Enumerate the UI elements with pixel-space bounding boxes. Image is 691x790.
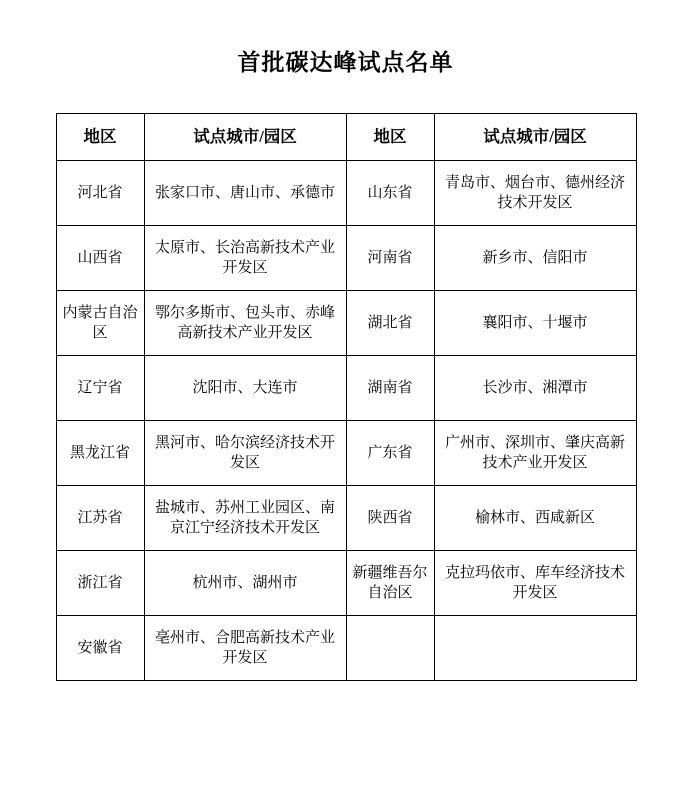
cell-cities: 沈阳市、大连市 <box>144 356 346 421</box>
table-row <box>56 226 636 291</box>
cell-cities: 杭州市、湖州市 <box>144 551 346 616</box>
cell-cities-empty <box>434 616 636 681</box>
table-row <box>56 486 636 551</box>
table-row <box>56 421 636 486</box>
table-row <box>56 291 636 356</box>
table-row <box>56 616 636 681</box>
cell-region: 内蒙古自治区 <box>56 291 144 356</box>
column-header-cities-right: 试点城市/园区 <box>434 114 636 161</box>
cell-region-empty <box>346 616 434 681</box>
cell-cities: 克拉玛依市、库车经济技术开发区 <box>434 551 636 616</box>
page-title: 首批碳达峰试点名单 <box>237 50 454 75</box>
column-header-region-left: 地区 <box>56 114 144 161</box>
column-header-cities-left: 试点城市/园区 <box>144 114 346 161</box>
cell-cities: 盐城市、苏州工业园区、南京江宁经济技术开发区 <box>144 486 346 551</box>
cell-cities: 张家口市、唐山市、承德市 <box>144 161 346 226</box>
cell-cities: 广州市、深圳市、肇庆高新技术产业开发区 <box>434 421 636 486</box>
cell-cities: 太原市、长治高新技术产业开发区 <box>144 226 346 291</box>
cell-region: 陕西省 <box>346 486 434 551</box>
table-body <box>56 161 636 681</box>
table-header <box>56 114 636 161</box>
cell-region: 湖南省 <box>346 356 434 421</box>
cell-cities: 长沙市、湘潭市 <box>434 356 636 421</box>
cell-region: 河北省 <box>56 161 144 226</box>
cell-cities: 鄂尔多斯市、包头市、赤峰高新技术产业开发区 <box>144 291 346 356</box>
table-container <box>56 113 636 681</box>
column-header-region-right: 地区 <box>346 114 434 161</box>
cell-region: 浙江省 <box>56 551 144 616</box>
cell-region: 黑龙江省 <box>56 421 144 486</box>
cell-region: 新疆维吾尔自治区 <box>346 551 434 616</box>
cell-cities: 黑河市、哈尔滨经济技术开发区 <box>144 421 346 486</box>
cell-region: 安徽省 <box>56 616 144 681</box>
cell-region: 辽宁省 <box>56 356 144 421</box>
cell-region: 广东省 <box>346 421 434 486</box>
cell-cities: 新乡市、信阳市 <box>434 226 636 291</box>
cell-cities: 青岛市、烟台市、德州经济技术开发区 <box>434 161 636 226</box>
table-row <box>56 161 636 226</box>
cell-cities: 亳州市、合肥高新技术产业开发区 <box>144 616 346 681</box>
table-row <box>56 356 636 421</box>
cell-cities: 榆林市、西咸新区 <box>434 486 636 551</box>
pilot-list-table <box>56 113 637 681</box>
cell-region: 山东省 <box>346 161 434 226</box>
table-row <box>56 551 636 616</box>
cell-region: 山西省 <box>56 226 144 291</box>
cell-region: 江苏省 <box>56 486 144 551</box>
cell-region: 湖北省 <box>346 291 434 356</box>
cell-cities: 襄阳市、十堰市 <box>434 291 636 356</box>
table-header-row <box>56 114 636 161</box>
cell-region: 河南省 <box>346 226 434 291</box>
